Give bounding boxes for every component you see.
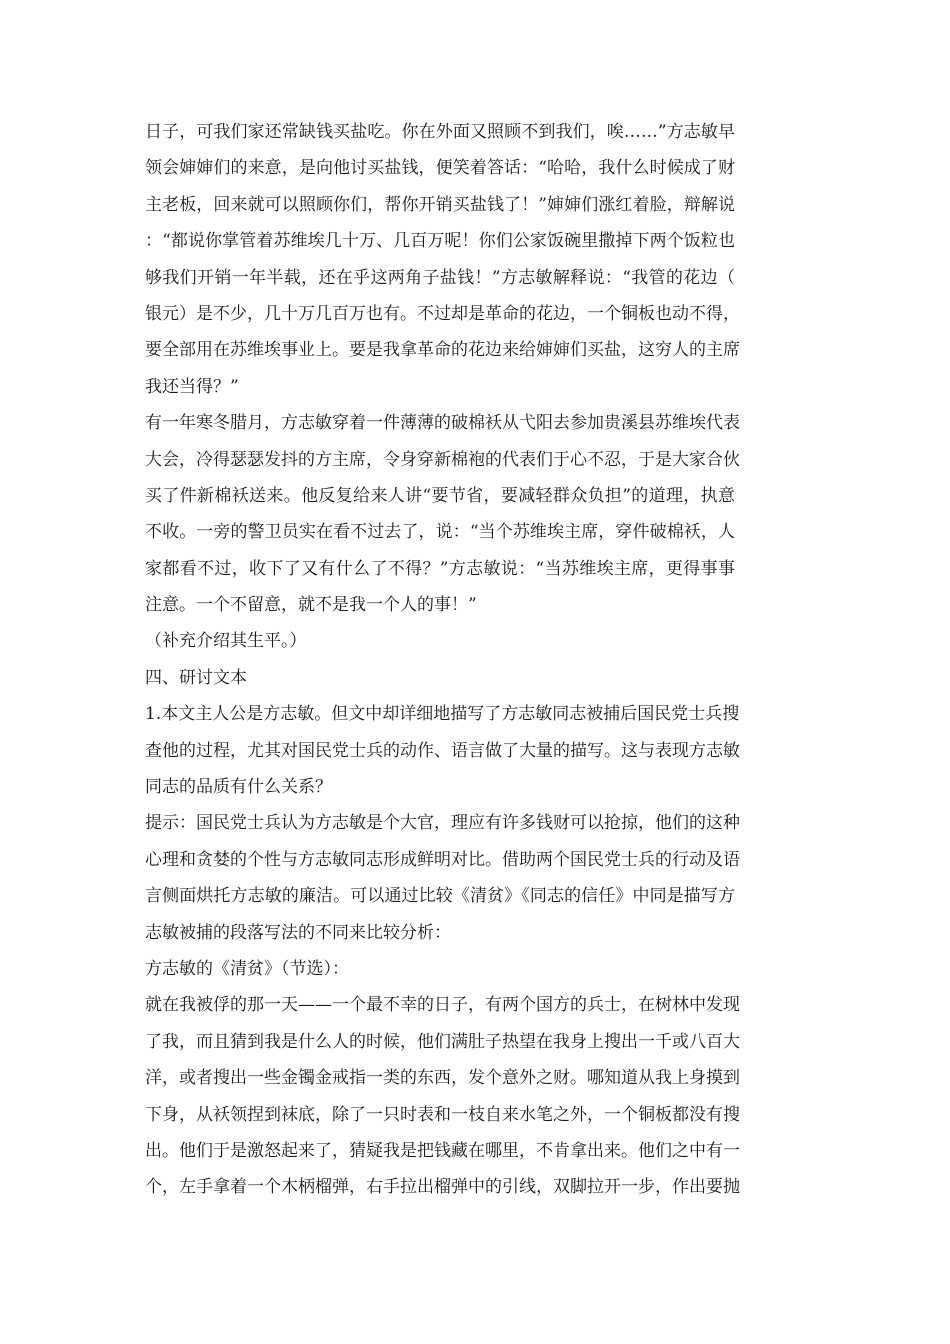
text-line: 日子，可我们家还常缺钱买盐吃。你在外面又照顾不到我们，唉……”方志敏早 bbox=[145, 122, 735, 142]
document-body bbox=[145, 114, 740, 1206]
text-line: 够我们开销一年半载，还在乎这两角子盐钱！”方志敏解释说：“我管的花边（ bbox=[145, 267, 735, 288]
text-line: 银元）是不少，几十万几百万也有。不过却是革命的花边，一个铜板也动不得， bbox=[145, 303, 740, 324]
text-line: 出。他们于是激怒起来了，猜疑我是把钱藏在哪里，不肯拿出来。他们之中有一 bbox=[145, 1140, 740, 1161]
text-line: 查他的过程，尤其对国民党士兵的动作、语言做了大量的描写。这与表现方志敏 bbox=[145, 740, 740, 761]
text-line: 提示：国民党士兵认为方志敏是个大官，理应有许多钱财可以抢掠，他们的这种 bbox=[145, 813, 740, 834]
text-line: 就在我被俘的那一天——一个最不幸的日子，有两个国方的兵士，在树林中发现 bbox=[145, 995, 740, 1016]
text-line: 大会，冷得瑟瑟发抖的方主席，令身穿新棉袍的代表们于心不忍，于是大家合伙 bbox=[145, 449, 740, 470]
text-line: 心理和贪婪的个性与方志敏同志形成鲜明对比。借助两个国民党士兵的行动及语 bbox=[145, 849, 740, 870]
text-line: （补充介绍其生平。） bbox=[145, 631, 307, 652]
text-line: 方志敏的《清贫》（节选）： bbox=[145, 958, 349, 979]
text-line: 买了件新棉袄送来。他反复给来人讲“要节省，要减轻群众负担”的道理，执意 bbox=[145, 485, 735, 506]
text-line: 主老板，回来就可以照顾你们，帮你开销买盐钱了！”婶婶们涨红着脸，辩解说 bbox=[145, 194, 735, 215]
text-line: 下身，从袄领捏到袜底，除了一只时表和一枝自来水笔之外，一个铜板都没有搜 bbox=[145, 1104, 740, 1125]
text-line: 同志的品质有什么关系？ bbox=[145, 777, 332, 798]
text-line: 四、研讨文本 bbox=[145, 667, 247, 688]
text-line: 领会婶婶们的来意，是向他讨买盐钱，便笑着答话：“哈哈，我什么时候成了财 bbox=[145, 158, 735, 179]
text-line: 我还当得？” bbox=[145, 376, 239, 397]
text-line: 言侧面烘托方志敏的廉洁。可以通过比较《清贫》《同志的信任》中同是描写方 bbox=[145, 886, 735, 907]
text-line: 1.本文主人公是方志敏。但文中却详细地描写了方志敏同志被捕后国民党士兵搜 bbox=[145, 704, 740, 725]
text-line: 志敏被捕的段落写法的不同来比较分析： bbox=[145, 922, 451, 943]
text-line: 了我，而且猜到我是什么人的时候，他们满肚子热望在我身上搜出一千或八百大 bbox=[145, 1031, 740, 1052]
text-line: 不收。一旁的警卫员实在看不过去了，说：“当个苏维埃主席，穿件破棉袄，人 bbox=[145, 522, 735, 543]
text-line: 有一年寒冬腊月，方志敏穿着一件薄薄的破棉袄从弋阳去参加贵溪县苏维埃代表 bbox=[145, 413, 740, 434]
text-line: 注意。一个不留意，就不是我一个人的事！” bbox=[145, 595, 477, 616]
text-line: 个，左手拿着一个木柄榴弹，右手拉出榴弹中的引线，双脚拉开一步，作出要抛 bbox=[145, 1177, 740, 1198]
text-line: 家都看不过，收下了又有什么了不得？”方志敏说：“当苏维埃主席，更得事事 bbox=[145, 558, 735, 579]
text-line: 洋，或者搜出一些金镯金戒指一类的东西，发个意外之财。哪知道从我上身摸到 bbox=[145, 1068, 740, 1089]
text-line: ：“都说你掌管着苏维埃几十万、几百万呢！你们公家饭碗里撒掉下两个饭粒也 bbox=[145, 231, 735, 252]
text-line: 要全部用在苏维埃事业上。要是我拿革命的花边来给婶婶们买盐，这穷人的主席 bbox=[145, 340, 740, 361]
